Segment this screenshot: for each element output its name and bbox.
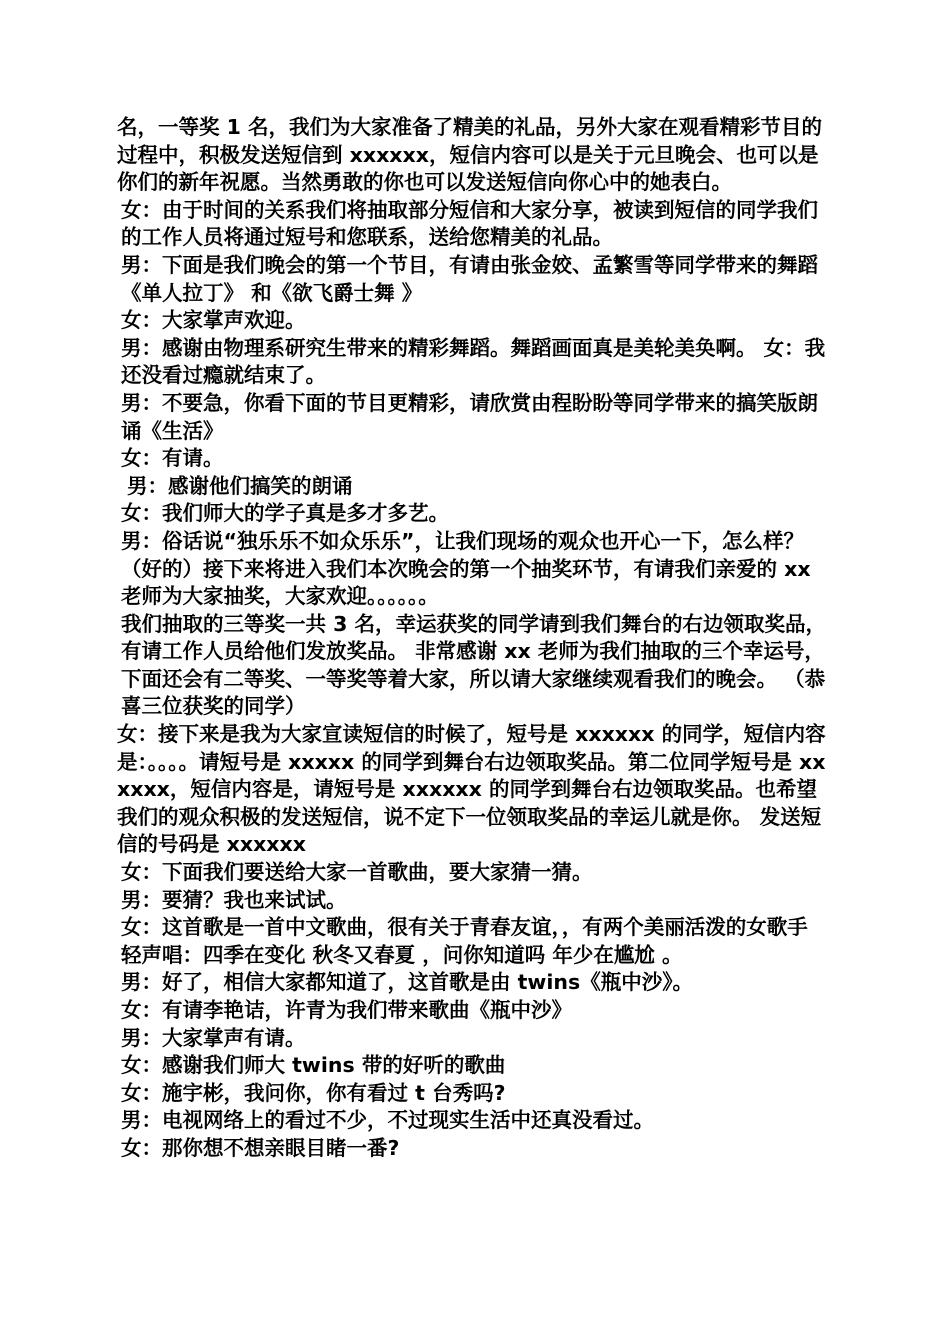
paragraph: 我们抽取的三等奖一共 3 名，幸运获奖的同学请到我们舞台的右边领取奖品，有请工作人员给他们发放奖品。 非常感谢 xx 老师为我们抽取的三个幸运号，下面还会有二等奖、一等奖等着大家，所以请大家继续观看我们的晚会。 （恭喜三位获奖的同学） [121,611,827,719]
paragraph: 女：这首歌是一首中文歌曲，很有关于青春友谊，，有两个美丽活泼的女歌手 [121,915,808,940]
document-page [117,114,837,1163]
paragraph: 男：感谢他们搞笑的朗诵 [127,473,353,498]
paragraph: 男：俗话说“独乐乐不如众乐乐”，让我们现场的观众也开心一下，怎么样？ （好的）接下来将进入我们本次晚会的第一个抽奖环节，有请我们亲爱的 xx 老师为大家抽奖，大家欢迎。。。。。。 [121,528,811,609]
paragraph: 男：好了，相信大家都知道了，这首歌是由 twins《瓶中沙》。 [121,970,693,995]
paragraph: 女：施宇彬，我问你，你有看过 t 台秀吗? [121,1080,506,1105]
paragraph: 女：接下来是我为大家宣读短信的时候了，短号是 xxxxxx 的同学，短信内容是：。。。。请短号是 xxxxx 的同学到舞台右边领取奖品。第二位同学短号是 xxxxxx，短信内容是，请短号是 xxxxxx 的同学到舞台右边领取奖品。也希望我们的观众积极的发送短信，说不定下一位领取奖品的幸运儿就是你。 发送短信的号码是 xxxxxx [117,722,826,857]
paragraph: 男：感谢由物理系研究生带来的精彩舞蹈。舞蹈画面真是美轮美奂啊。 女：我还没看过瘾就结束了。 [121,335,826,388]
paragraph: 女：那你想不想亲眼目睹一番? [121,1135,400,1160]
paragraph: 男：要猜？我也来试试。 [121,887,347,912]
paragraph: 女：下面我们要送给大家一首歌曲，要大家猜一猜。 [121,860,593,885]
paragraph: 女：有请李艳诘，许青为我们带来歌曲《瓶中沙》 [121,998,572,1022]
paragraph: 男：下面是我们晚会的第一个节目，有请由张金姣、孟繁雪等同学带来的舞蹈《单人拉丁》 和《欲飞爵士舞 》 [121,252,818,305]
paragraph: 女：大家掌声欢迎。 [121,308,306,333]
paragraph: 女：我们师大的学子真是多才多艺。 [121,501,449,526]
paragraph: 名，一等奖 1 名，我们为大家准备了精美的礼品，另外大家在观看精彩节目的过程中，积极发送短信到 xxxxxx，短信内容可以是关于元旦晚会、也可以是你们的新年祝愿。当然勇敢的你也可以发送短信向你心中的她表白。 [117,115,823,195]
paragraph: 女：有请。 [121,446,224,471]
paragraph: 男：大家掌声有请。 [121,1025,306,1050]
paragraph: 男：电视网络上的看过不少，不过现实生活中还真没看过。 [121,1108,654,1133]
paragraph: 男：不要急，你看下面的节目更精彩，请欣赏由程盼盼等同学带来的搞笑版朗诵《生活》 [121,390,818,443]
paragraph: 女：由于时间的关系我们将抽取部分短信和大家分享，被读到短信的同学我们的工作人员将通过短号和您联系，送给您精美的礼品。 [121,197,818,250]
paragraph: 轻声唱：四季在变化 秋冬又春夏 ，问你知道吗 年少在尴尬 。 [121,942,683,967]
paragraph: 女：感谢我们师大 twins 带的好听的歌曲 [121,1053,506,1078]
